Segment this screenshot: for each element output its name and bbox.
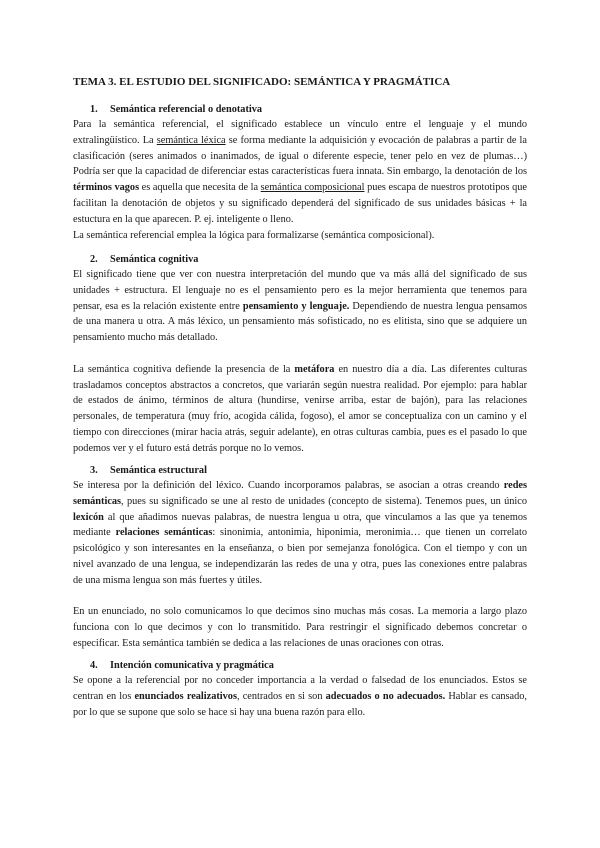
bold-term: metáfora: [294, 363, 335, 375]
bold-term: pensamiento y lenguaje.: [242, 300, 350, 312]
section-heading: [73, 463, 527, 478]
bold-term: lexicón: [73, 511, 104, 523]
bold-term: redes semánticas: [73, 480, 527, 507]
text-run: al que añadimos nuevas palabras, de nuestra lengua u otra, que vinculamos a las que ya tenemos mediante: [73, 511, 527, 539]
paragraph: [73, 362, 527, 457]
section-number: 3.: [90, 465, 98, 476]
text-run: La semántica cognitiva defiende la presencia de la: [73, 363, 295, 375]
section-number: 1.: [90, 104, 98, 115]
text-run: Se opone a la referencial por no conceder importancia a la verdad o falsedad de los enunciados. Estos se centran en los: [73, 675, 527, 702]
section-1: [73, 102, 527, 243]
text-run: pues escapa de nuestros prototipos que facilitan la denotación de objetos y su significado dependerá del significado de sus unidades básicas + la estuctura en la que aparecen. P. ej. inteligente o lleno.: [73, 182, 527, 225]
bold-term: términos vagos: [73, 182, 140, 194]
section-title: Semántica cognitiva: [110, 254, 199, 265]
paragraph: La semántica referencial emplea la lógica para formalizarse (semántica composicional).: [73, 229, 435, 241]
section-number: 4.: [90, 660, 98, 671]
section-heading: [73, 658, 527, 673]
section-3: [73, 463, 527, 652]
section-heading: [73, 102, 527, 117]
paragraph: [73, 673, 527, 720]
paragraph: En un enunciado, no solo comunicamos lo que decimos sino muchas más cosas. La memoria a largo plazo funciona con lo que decimos y con lo transmitido. Para restringir el significado debemos concretar o especificar. Esta semántica también se dedica a las relaciones de unas oraciones con otras.: [73, 606, 527, 649]
section-4: [73, 658, 527, 720]
section-heading: [73, 252, 527, 267]
section-title: Semántica estructural: [110, 465, 207, 476]
text-run: Hablar es cansado, por lo que se supone que solo se hace si hay una buena razón para ello.: [73, 690, 527, 718]
text-run: Para la semántica referencial, el significado establece un vínculo entre el lenguaje y el mundo extralingüístico. La: [73, 119, 527, 146]
text-run: se forma mediante la adquisición y evocación de palabras a partir de la clasificación (seres animados o inanimados, de igual o diferente especie, tener pelo en vez de plumas…) Podría ser que la capacidad de diferenciar estas características fuera innata. Sin embargo, la denotación de los: [73, 134, 527, 178]
bold-term: enunciados realizativos: [134, 690, 237, 702]
bold-term: relaciones semánticas: [115, 527, 213, 539]
underlined-term: semántica léxica: [156, 134, 226, 146]
section-number: 2.: [90, 254, 98, 265]
text-run: es aquella que necesita de la: [139, 182, 261, 194]
text-run: Dependiendo de nuestra lengua pensamos de una manera u otra. A más léxico, un pensamiento más sofisticado, no es elitista, sino que se adquiere un pensamiento mucho más detallado.: [73, 300, 528, 344]
text-run: El significado tiene que ver con nuestra interpretación del mundo que va más allá del significado de sus unidades + estructura. El lenguaje no es el pensamiento pero es la mejor herramienta que tenemos para pensar, esa es la relación existente entre: [73, 269, 527, 312]
text-run: , pues su significado se une al resto de unidades (concepto de sistema). Tenemos pues, un único: [121, 495, 527, 507]
section-title: Semántica referencial o denotativa: [110, 104, 263, 115]
paragraph: [73, 117, 527, 228]
text-run: : sinonimia, antonimia, hiponimia, meronimia… que tienen un correlato psicológico y son interesantes en la enseñanza, o bien por semejanza fonológica. Con el tiempo y con un nivel avanzado de una lengua, se independizarán las redes de una y otra, pues las conexiones entre palabras de una misma lengua son más fuertes y útiles.: [73, 527, 527, 586]
bold-term: adecuados o no adecuados.: [325, 690, 446, 702]
text-run: Se interesa por la definición del léxico. Cuando incorporamos palabras, se asocian a otras creando: [73, 480, 504, 491]
underlined-term: semántica composicional: [260, 182, 365, 194]
paragraph: [73, 478, 527, 589]
section-title: Intención comunicativa y pragmática: [110, 660, 274, 671]
paragraph: [73, 267, 527, 346]
section-2: [73, 252, 527, 457]
text-run: , centrados en si son: [236, 690, 326, 702]
document-title: TEMA 3. EL ESTUDIO DEL SIGNIFICADO: SEMÁNTICA Y PRAGMÁTICA: [73, 76, 451, 88]
text-run: en nuestro día a día. Las diferentes culturas trasladamos conceptos abstractos a concretos, que variarán según nuestra realidad. Por ejemplo: para hablar de estados de ánimo, términos de altura (hundirse, venirse arriba, estar de bajón), para las relaciones personales, de temperatura (muy frío, acogida cálida, fogoso), el amor se conceptualiza con un camino y el tiempo con direcciones (mirar hacia atrás, seguir adelante), en otras culturas cambia, pues es el pasado lo que podemos ver y el futuro está detrás porque no lo vemos.: [73, 363, 527, 454]
